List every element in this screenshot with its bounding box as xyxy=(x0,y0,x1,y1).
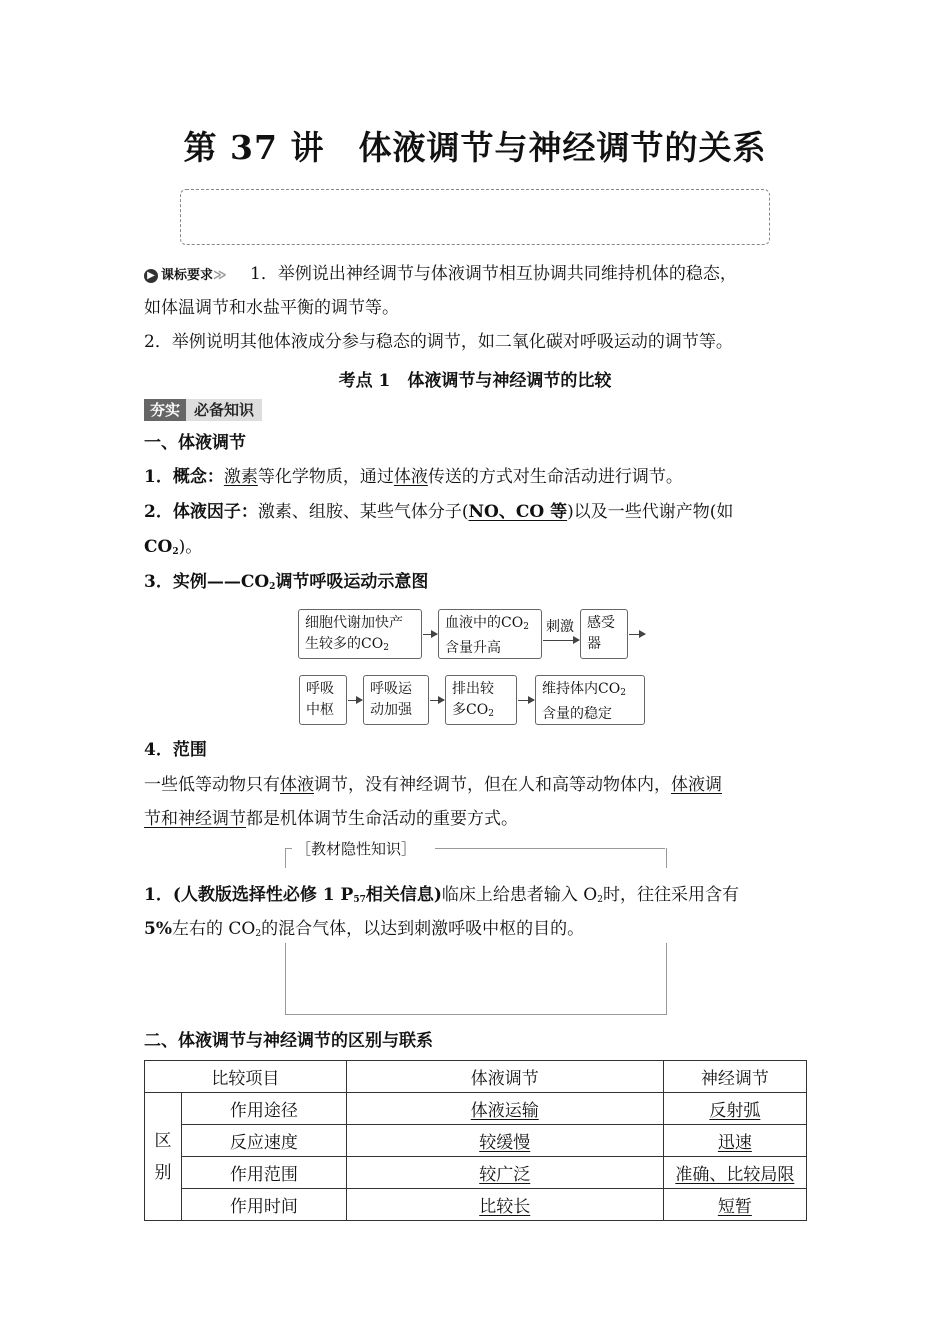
range-heading: 4．范围 xyxy=(144,740,207,760)
requirement-line-2: 2．举例说明其他体液成分参与稳态的调节，如二氧化碳对呼吸运动的调节等。 xyxy=(144,332,733,352)
factor-line: 2．体液因子：激素、组胺、某些气体分子(NO、CO 等)以及一些代谢产物(如 xyxy=(144,502,734,522)
table-header-cell: 比较项目 xyxy=(145,1061,347,1093)
range-line-1: 一些低等动物只有体液调节，没有神经调节，但在人和高等动物体内，体液调 xyxy=(144,775,722,795)
concept-line: 1．概念：激素等化学物质，通过体液传送的方式对生命活动进行调节。 xyxy=(144,467,683,487)
answer-hormone: 激素 xyxy=(223,467,258,487)
range-line-2: 节和神经调节都是机体调节生命活动的重要方式。 xyxy=(144,809,518,829)
arrow-right-icon xyxy=(423,634,437,635)
dashed-note-box xyxy=(180,189,770,245)
table-row: 作用时间 比较长 短暂 xyxy=(145,1189,807,1221)
arrow-right-icon xyxy=(543,640,579,641)
table-row: 区 别 作用途径 体液运输 反射弧 xyxy=(145,1093,807,1125)
factor-line-2: $CO_2$)。 xyxy=(144,537,203,557)
diagram-box-stable: 维持体内$CO_2$ 含量的稳定 xyxy=(535,675,645,725)
arrow-right-icon xyxy=(348,700,362,701)
stimulate-label: 刺激 xyxy=(546,619,574,635)
hidden-knowledge-label: ［教材隐性知识］ xyxy=(292,838,420,859)
diagram-box-blood-co2: 血液中的$CO_2$ 含量升高 xyxy=(438,609,542,659)
arrow-right-icon xyxy=(518,700,534,701)
answer-gas: NO、CO 等 xyxy=(468,502,568,522)
requirement-line-1b: 如体温调节和水盐平衡的调节等。 xyxy=(144,298,399,318)
requirement-line-1: ▶ 课标要求≫ 1．举例说出神经调节与体液调节相互协调共同维持机体的稳态， xyxy=(144,257,809,293)
section2-heading: 二、体液调节与神经调节的区别与联系 xyxy=(144,1031,433,1051)
diagram-box-exhale: 排出较 多$CO_2$ xyxy=(445,675,517,725)
comparison-table xyxy=(144,1060,807,1221)
arrow-right-icon xyxy=(629,634,645,635)
example-heading: 3．实例$——CO_2$调节呼吸运动示意图 xyxy=(144,572,429,592)
point-title: 考点 1 体液调节与神经调节的比较 xyxy=(338,371,612,391)
diagram-box-metabolism: 细胞代谢加快产 生较多的$CO_2$ xyxy=(298,609,422,659)
diagram-box-center: 呼吸 中枢 xyxy=(299,675,347,725)
diagram-box-receptor: 感受 器 xyxy=(580,609,628,659)
arrow-circle-icon: ▶ xyxy=(144,269,158,283)
group-cell: 区 别 xyxy=(145,1093,182,1221)
table-header-row xyxy=(145,1061,807,1093)
hidden-line-1: 1．(人教版选择性必修 1 $P_{57}$相关信息)临床上给患者输入 $O_2$时，往往采用含有 xyxy=(144,885,739,905)
table-header-cell: 体液调节 xyxy=(346,1061,663,1093)
table-header-cell: 神经调节 xyxy=(663,1061,806,1093)
page-title: 第 37 讲 体液调节与神经调节的关系 xyxy=(183,128,767,167)
arrow-right-icon xyxy=(430,700,444,701)
diagram-box-breathing: 呼吸运 动加强 xyxy=(363,675,429,725)
table-row: 作用范围 较广泛 准确、比较局限 xyxy=(145,1157,807,1189)
section1-heading: 一、体液调节 xyxy=(144,433,246,453)
answer-fluid: 体液 xyxy=(393,467,428,487)
table-row: 反应速度 较缓慢 迅速 xyxy=(145,1125,807,1157)
requirements-badge: ▶ 课标要求≫ xyxy=(144,259,227,293)
hidden-line-2: 5%左右的 $CO_2$的混合气体，以达到刺激呼吸中枢的目的。 xyxy=(144,919,585,939)
knowledge-badge: 夯实 必备知识 xyxy=(144,399,262,421)
